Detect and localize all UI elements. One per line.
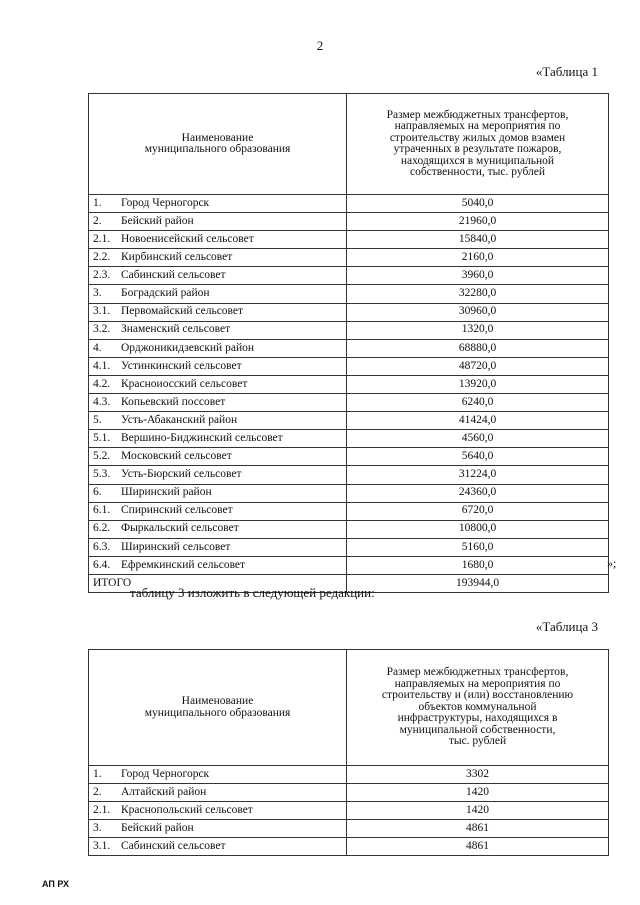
- table-1-row: [89, 538, 609, 556]
- table-1-row-number: 6.2.: [93, 522, 111, 535]
- table-1-row-number: 5.2.: [93, 450, 111, 463]
- table-3-row: [89, 820, 609, 838]
- table-3-row: [89, 766, 609, 784]
- table-3-row-value: 1420: [347, 802, 609, 820]
- table-1-name-cell: [89, 448, 347, 466]
- table-3-row-name: Алтайский район: [121, 785, 207, 798]
- table-1-name-cell: [89, 195, 347, 213]
- table-1-row: [89, 285, 609, 303]
- table-1-row-value: 6720,0: [347, 502, 609, 520]
- table-1-row-name: Устинкинский сельсовет: [121, 359, 242, 372]
- table-1-row-name: Спиринский сельсовет: [121, 504, 233, 517]
- table-1-row-name: Знаменский сельсовет: [121, 323, 231, 336]
- table-1-caption: «Таблица 1: [535, 64, 598, 79]
- table-1-row-name: Усть-Абаканский район: [121, 413, 238, 426]
- table-1-row: [89, 484, 609, 502]
- table-3-row-name: Сабинский сельсовет: [121, 839, 226, 852]
- table-1-row-number: 1.: [93, 196, 102, 209]
- table-1-name-cell: [89, 484, 347, 502]
- table-1-row-value: 68880,0: [347, 339, 609, 357]
- table-1-row: [89, 466, 609, 484]
- table-3-header-name: Наименование муниципального образования: [89, 650, 347, 766]
- footer-stamp: АП РХ: [42, 879, 70, 889]
- table-1-row-number: 3.: [93, 287, 102, 300]
- table-1-body: [89, 195, 609, 593]
- table-1-row-name: Город Черногорск: [121, 196, 210, 209]
- table-1-row-value: 41424,0: [347, 412, 609, 430]
- table-1-row-name: Новоенисейский сельсовет: [121, 232, 254, 245]
- table-1-row: [89, 321, 609, 339]
- table-1-row-number: 6.1.: [93, 504, 111, 517]
- table-1-row-name: Бейский район: [121, 214, 194, 227]
- table-3-row-value: 1420: [347, 784, 609, 802]
- table-3-row: [89, 784, 609, 802]
- table-1-row: [89, 303, 609, 321]
- table-1-row: [89, 556, 609, 574]
- table-3-body: [89, 766, 609, 856]
- table-1-row-number: 2.1.: [93, 232, 111, 245]
- table-1-row-name: Боградский район: [121, 287, 210, 300]
- table-3-row-number: 2.1.: [93, 803, 111, 816]
- table-1-row-value: 5160,0: [347, 538, 609, 556]
- table-1-row-name: Сабинский сельсовет: [121, 269, 226, 282]
- table-3-row-name: Город Черногорск: [121, 767, 210, 780]
- table-3-row-name: Краснопольский сельсовет: [121, 803, 253, 816]
- table-1-row-number: 2.2.: [93, 251, 111, 264]
- table-3: [88, 649, 609, 856]
- table-1-row-value: 21960,0: [347, 213, 609, 231]
- table-1-name-cell: [89, 303, 347, 321]
- table-1-name-cell: [89, 394, 347, 412]
- table-1-name-cell: [89, 339, 347, 357]
- table-1-row: [89, 249, 609, 267]
- table-1-header-name: Наименование муниципального образования: [89, 94, 347, 195]
- table-1-row-number: 6.: [93, 486, 102, 499]
- table-1-row-number: 2.3.: [93, 269, 111, 282]
- table-1-row-name: Первомайский сельсовет: [121, 305, 244, 318]
- table-1-closing-quote: »;: [607, 556, 617, 570]
- table-1-total-value: 193944,0: [347, 574, 609, 592]
- table-1-name-cell: [89, 375, 347, 393]
- table-1-row-value: 4560,0: [347, 430, 609, 448]
- table-1-name-cell: [89, 357, 347, 375]
- table-1-total-label: ИТОГО: [89, 574, 347, 592]
- table-3-header-row: [89, 650, 609, 766]
- table-3-row: [89, 802, 609, 820]
- table-1-row: [89, 231, 609, 249]
- table-1-header-row: [89, 94, 609, 195]
- table-1-row-name: Вершино-Биджинский сельсовет: [121, 432, 283, 445]
- table-3-name-cell: [89, 802, 347, 820]
- table-3-name-cell: [89, 766, 347, 784]
- table-1-row-value: 6240,0: [347, 394, 609, 412]
- table-3-header-value: Размер межбюджетных трансфертов, направляемых на мероприятия по строительству и (или) восстановлению объектов коммунальной инфраструктуры, находящихся в муниципальной собственности, тыс. рублей: [347, 650, 609, 766]
- table-1-row-number: 4.2.: [93, 377, 111, 390]
- table-1-row-name: Кирбинский сельсовет: [121, 251, 233, 264]
- table-1-header-value: Размер межбюджетных трансфертов, направляемых на мероприятия по строительству жилых домов взамен утраченных в результате пожаров, находящихся в муниципальной собственности, тыс. рублей: [347, 94, 609, 195]
- table-1-name-cell: [89, 430, 347, 448]
- table-1-row-number: 4.: [93, 341, 102, 354]
- table-1-row-number: 6.3.: [93, 540, 111, 553]
- table-1-row: [89, 448, 609, 466]
- table-3-row-value: 4861: [347, 838, 609, 856]
- table-1-row-value: 13920,0: [347, 375, 609, 393]
- table-3-row: [89, 838, 609, 856]
- table-1-name-cell: [89, 231, 347, 249]
- table-1-name-cell: [89, 412, 347, 430]
- table-1-row-number: 4.1.: [93, 359, 111, 372]
- table-3-name-cell: [89, 784, 347, 802]
- table-3-row-name: Бейский район: [121, 821, 194, 834]
- table-1-row: [89, 394, 609, 412]
- table-1-row-value: 48720,0: [347, 357, 609, 375]
- table-1-row: [89, 339, 609, 357]
- table-1-name-cell: [89, 502, 347, 520]
- table-1-row-number: 3.2.: [93, 323, 111, 336]
- table-3-row-number: 3.: [93, 821, 102, 834]
- table-1-row-number: 5.: [93, 413, 102, 426]
- table-1-row-name: Фыркальский сельсовет: [121, 522, 239, 535]
- table-1-row-value: 5040,0: [347, 195, 609, 213]
- table-3-row-value: 4861: [347, 820, 609, 838]
- table-3-row-value: 3302: [347, 766, 609, 784]
- table-1-row-name: Орджоникидзевский район: [121, 341, 255, 354]
- table-1-row: [89, 213, 609, 231]
- table-1: [88, 93, 609, 593]
- page-number: 2: [316, 38, 324, 53]
- table-3-row-number: 1.: [93, 767, 102, 780]
- table-1-row: [89, 520, 609, 538]
- table-1-row-number: 4.3.: [93, 395, 111, 408]
- table-1-row-value: 2160,0: [347, 249, 609, 267]
- table-1-row-name: Ширинский сельсовет: [121, 540, 231, 553]
- table-1-row-name: Ширинский район: [121, 486, 212, 499]
- table-1-row-name: Копьевский поссовет: [121, 395, 226, 408]
- table-1-row-value: 32280,0: [347, 285, 609, 303]
- table-1-row-number: 6.4.: [93, 558, 111, 571]
- table-3-row-number: 3.1.: [93, 839, 111, 852]
- table-3-name-cell: [89, 838, 347, 856]
- table-1-row-value: 24360,0: [347, 484, 609, 502]
- table-1-row-value: 31224,0: [347, 466, 609, 484]
- table-1-row-number: 5.1.: [93, 432, 111, 445]
- table-1-row-value: 10800,0: [347, 520, 609, 538]
- table-1-name-cell: [89, 285, 347, 303]
- table-1-row-name: Усть-Бюрский сельсовет: [121, 468, 242, 481]
- table-1-row: [89, 412, 609, 430]
- table-1-name-cell: [89, 538, 347, 556]
- table-1-name-cell: [89, 249, 347, 267]
- table-1-row-value: 15840,0: [347, 231, 609, 249]
- table-1-row: [89, 375, 609, 393]
- table-1-row: [89, 502, 609, 520]
- table-1-row-name: Московский сельсовет: [121, 450, 232, 463]
- table-3-row-number: 2.: [93, 785, 102, 798]
- table-1-row: [89, 195, 609, 213]
- table-1-row-value: 5640,0: [347, 448, 609, 466]
- instruction-text: таблицу 3 изложить в следующей редакции:: [130, 585, 375, 600]
- table-1-name-cell: [89, 520, 347, 538]
- table-1-row-value: 1320,0: [347, 321, 609, 339]
- table-1-row-name: Ефремкинский сельсовет: [121, 558, 246, 571]
- table-1-row-number: 2.: [93, 214, 102, 227]
- table-1-row: [89, 357, 609, 375]
- table-1-row-value: 1680,0: [347, 556, 609, 574]
- table-1-name-cell: [89, 321, 347, 339]
- table-1-row: [89, 267, 609, 285]
- table-1-row: [89, 430, 609, 448]
- table-1-row-number: 3.1.: [93, 305, 111, 318]
- table-3-name-cell: [89, 820, 347, 838]
- table-1-name-cell: [89, 213, 347, 231]
- table-3-caption: «Таблица 3: [535, 619, 598, 634]
- table-1-row-name: Красноиосский сельсовет: [121, 377, 248, 390]
- table-1-row-number: 5.3.: [93, 468, 111, 481]
- table-1-name-cell: [89, 466, 347, 484]
- table-1-name-cell: [89, 267, 347, 285]
- table-1-row-value: 3960,0: [347, 267, 609, 285]
- table-1-row-value: 30960,0: [347, 303, 609, 321]
- table-1-name-cell: [89, 556, 347, 574]
